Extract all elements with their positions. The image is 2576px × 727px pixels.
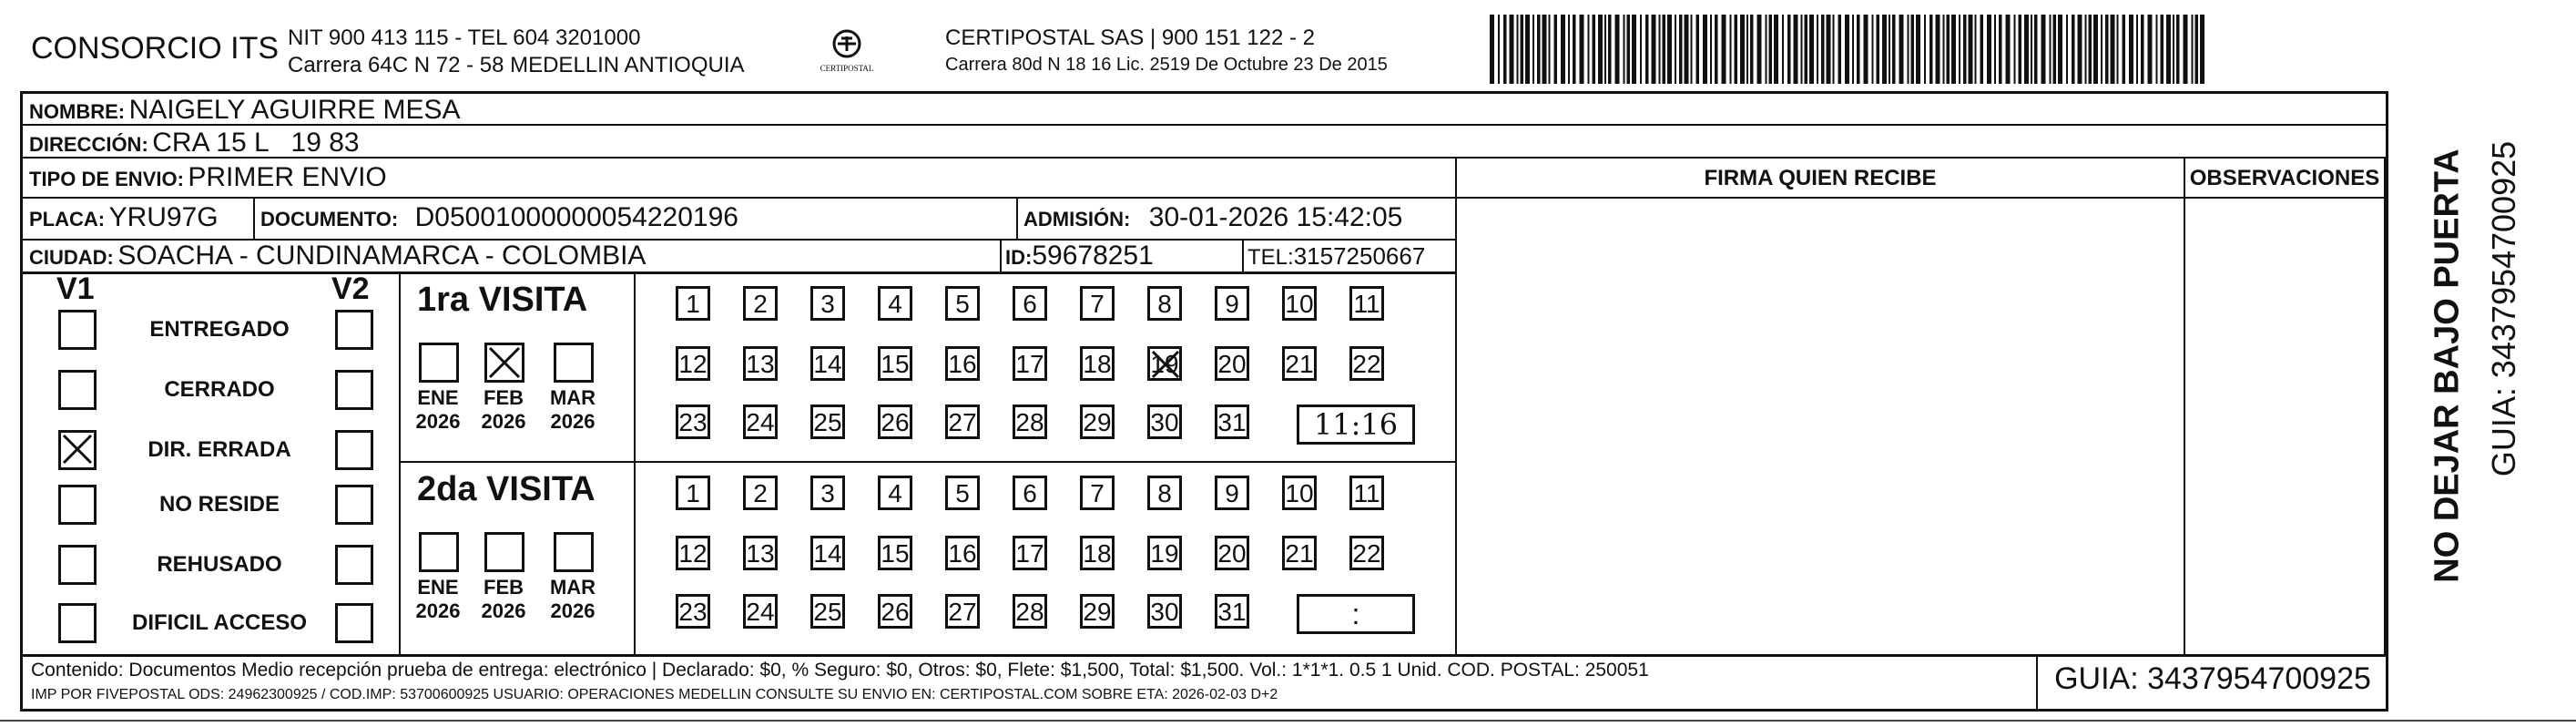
- barcode-bar: [1503, 15, 1507, 84]
- day-box[interactable]: 14: [810, 346, 845, 381]
- day-box[interactable]: 11: [1349, 476, 1384, 510]
- company-nit: NIT 900 413 115 - TEL 604 3201000: [288, 26, 641, 50]
- month-year: 2026: [415, 410, 461, 433]
- barcode-bar: [1580, 15, 1584, 84]
- visit-time[interactable]: :: [1297, 594, 1415, 634]
- barcode-bar: [2034, 15, 2038, 84]
- barcode-bar: [2024, 15, 2029, 84]
- v1-checkbox[interactable]: [58, 545, 97, 585]
- barcode-bar: [1994, 15, 1996, 84]
- day-box[interactable]: 5: [945, 476, 980, 510]
- day-box[interactable]: 1: [676, 286, 710, 321]
- barcode-bar: [2123, 15, 2126, 84]
- barcode-bar: [2058, 15, 2062, 84]
- v2-checkbox[interactable]: [335, 430, 373, 470]
- status-label: DIR. ERRADA: [148, 437, 291, 462]
- day-box[interactable]: 9: [1215, 286, 1249, 321]
- firma-area[interactable]: [1459, 200, 2182, 654]
- tipo-value: PRIMER ENVIO: [188, 162, 387, 192]
- barcode-bar: [2066, 15, 2068, 84]
- barcode-bar: [1627, 15, 1631, 84]
- admision-cell: [1023, 202, 1402, 233]
- day-box[interactable]: 12: [676, 346, 710, 381]
- day-box[interactable]: 8: [1147, 286, 1182, 321]
- barcode-bar: [1943, 15, 1945, 84]
- id-label: ID:: [1005, 246, 1033, 269]
- ciudad-label: CIUDAD:: [29, 246, 114, 269]
- nombre-label: NOMBRE:: [29, 100, 126, 123]
- barcode-bar: [1554, 15, 1558, 84]
- barcode-bar: [1604, 15, 1606, 84]
- barcode-bar: [2006, 15, 2011, 84]
- placa-value: YRU97G: [108, 202, 219, 232]
- barcode-bar: [1679, 15, 1683, 84]
- day-box[interactable]: 7: [1080, 286, 1115, 321]
- day-box[interactable]: 23: [676, 404, 710, 439]
- day-box[interactable]: 18: [1080, 346, 1115, 381]
- barcode-bar: [1598, 15, 1603, 84]
- barcode-bar: [2041, 15, 2046, 84]
- month-checkbox[interactable]: [554, 532, 594, 572]
- barcode-bar: [1710, 15, 1712, 84]
- day-box[interactable]: 10: [1282, 476, 1317, 510]
- status-label: DIFICIL ACCESO: [131, 610, 307, 635]
- day-box[interactable]: 14: [810, 536, 845, 570]
- barcode-bar: [1615, 15, 1620, 84]
- observaciones-label: OBSERVACIONES: [2189, 166, 2380, 190]
- barcode-bar: [2105, 15, 2109, 84]
- month-name: MAR: [549, 576, 596, 599]
- placa-label: PLACA:: [29, 208, 106, 230]
- day-box[interactable]: 22: [1349, 346, 1384, 381]
- month-year: 2026: [550, 410, 596, 433]
- v1-checkbox[interactable]: [58, 370, 97, 410]
- month-name: ENE: [417, 576, 459, 599]
- month-name: MAR: [549, 386, 596, 409]
- barcode-bar: [1817, 15, 1818, 84]
- barcode-bar: [1969, 15, 1973, 84]
- barcode-bar: [1929, 15, 1933, 84]
- barcode-bar: [2053, 15, 2057, 84]
- documento-value: D05001000000054220196: [414, 202, 738, 232]
- day-box[interactable]: 6: [1013, 476, 1047, 510]
- courier-name: CERTIPOSTAL SAS | 900 151 122 - 2: [945, 26, 1315, 50]
- barcode-bar: [1963, 15, 1967, 84]
- visit-title: 1ra VISITA: [417, 281, 588, 319]
- barcode-bar: [2117, 15, 2119, 84]
- day-box[interactable]: 2: [743, 286, 778, 321]
- day-box[interactable]: 29: [1080, 594, 1115, 629]
- barcode-bar: [1532, 15, 1534, 84]
- barcode-bar: [1498, 15, 1500, 84]
- day-box[interactable]: 8: [1147, 476, 1182, 510]
- v1-checkbox[interactable]: [58, 430, 97, 470]
- month-checkbox[interactable]: [484, 343, 524, 383]
- day-box[interactable]: 19: [1147, 346, 1182, 381]
- tipo-row: [29, 162, 387, 193]
- day-box[interactable]: 25: [810, 594, 845, 629]
- barcode-bar: [1769, 15, 1773, 84]
- side-guia-text: GUIA: 3437954700925: [2485, 140, 2522, 477]
- documento-label: DOCUMENTO:: [260, 208, 399, 230]
- nombre-row: [29, 95, 461, 126]
- barcode-bar: [1959, 15, 1960, 84]
- barcode-bar: [2072, 15, 2075, 84]
- barcode-bar: [1696, 15, 1700, 84]
- barcode-bar: [2141, 15, 2144, 84]
- barcode-bar: [1663, 15, 1666, 84]
- barcode-bar: [1794, 15, 1798, 84]
- day-box[interactable]: 6: [1013, 286, 1047, 321]
- barcode-bar: [1947, 15, 1950, 84]
- barcode-bar: [1537, 15, 1541, 84]
- barcode-bar: [1685, 15, 1689, 84]
- day-box[interactable]: 9: [1215, 476, 1249, 510]
- day-box[interactable]: 26: [878, 404, 912, 439]
- barcode-bar: [1652, 15, 1656, 84]
- status-label: CERRADO: [164, 377, 275, 402]
- company-address: Carrera 64C N 72 - 58 MEDELLIN ANTIOQUIA: [288, 53, 745, 77]
- day-box[interactable]: 21: [1282, 536, 1317, 570]
- barcode-bar: [1833, 15, 1835, 84]
- barcode-bar: [1746, 15, 1748, 84]
- barcode-bar: [2050, 15, 2052, 84]
- barcode-bar: [1675, 15, 1676, 84]
- barcode-bar: [1624, 15, 1625, 84]
- barcode-bar: [2161, 15, 2164, 84]
- v1-checkbox[interactable]: [58, 603, 97, 643]
- month-checkbox[interactable]: [419, 532, 459, 572]
- logo-text: CERTIPOSTAL: [820, 64, 874, 73]
- tipo-label: TIPO DE ENVIO:: [29, 168, 184, 190]
- barcode-bar: [1543, 15, 1547, 84]
- id-value: 59678251: [1032, 241, 1154, 271]
- barcode-bar: [1490, 15, 1494, 84]
- barcode-bar: [2085, 15, 2087, 84]
- barcode-bar: [1892, 15, 1896, 84]
- barcode-bar: [1510, 15, 1514, 84]
- barcode-bar: [1877, 15, 1880, 84]
- day-box[interactable]: 27: [945, 594, 980, 629]
- day-box[interactable]: 15: [878, 536, 912, 570]
- status-label: ENTREGADO: [149, 317, 290, 342]
- footer-guia: GUIA: 3437954700925: [2054, 661, 2371, 696]
- day-box[interactable]: 5: [945, 286, 980, 321]
- barcode-bar: [1936, 15, 1940, 84]
- barcode-bar: [1821, 15, 1825, 84]
- side-warning: [2393, 100, 2522, 629]
- v2-checkbox[interactable]: [335, 370, 373, 410]
- barcode-bar: [1980, 15, 1984, 84]
- v2-checkbox[interactable]: [335, 603, 373, 643]
- day-box[interactable]: 16: [945, 536, 980, 570]
- day-box[interactable]: 23: [676, 594, 710, 629]
- company-name: CONSORCIO ITS: [31, 31, 280, 66]
- observaciones-area[interactable]: [2187, 200, 2382, 654]
- day-box[interactable]: 4: [878, 286, 912, 321]
- day-box[interactable]: 17: [1013, 346, 1047, 381]
- day-box[interactable]: 30: [1147, 404, 1182, 439]
- barcode-bar: [1805, 15, 1808, 84]
- v1-label: V1: [56, 271, 95, 306]
- admision-label: ADMISIÓN:: [1023, 208, 1131, 230]
- status-label: REHUSADO: [157, 552, 282, 577]
- documento-cell: [260, 202, 738, 233]
- no-dejar-text: NO DEJAR BAJO PUERTA: [2428, 148, 2467, 583]
- barcode-bar: [1588, 15, 1590, 84]
- barcode-bar: [1561, 15, 1565, 84]
- barcode-bar: [2093, 15, 2098, 84]
- barcode-bar: [2166, 15, 2171, 84]
- barcode-bar: [2148, 15, 2153, 84]
- day-box[interactable]: 3: [810, 286, 845, 321]
- barcode-bar: [1517, 15, 1519, 84]
- day-box[interactable]: 25: [810, 404, 845, 439]
- barcode-bar: [1667, 15, 1672, 84]
- barcode-bar: [1608, 15, 1612, 84]
- day-box[interactable]: 20: [1215, 346, 1249, 381]
- barcode-bar: [1573, 15, 1576, 84]
- barcode-bar: [1951, 15, 1956, 84]
- day-box[interactable]: 13: [743, 536, 778, 570]
- month-year: 2026: [550, 599, 596, 622]
- barcode-bar: [1987, 15, 1991, 84]
- barcode-bar: [1593, 15, 1596, 84]
- barcode-bar: [1750, 15, 1754, 84]
- day-box[interactable]: 19: [1147, 536, 1182, 570]
- barcode-bar: [2136, 15, 2138, 84]
- visit-title: 2da VISITA: [417, 470, 596, 508]
- imp-text: IMP POR FIVEPOSTAL ODS: 24962300925 / COD.IMP: 53700600925 USUARIO: OPERACIONES MEDELLIN CONSULTE SU ENVIO EN: CERTIPOSTAL.COM SOBRE ETA: 2026-02-03 D+2: [31, 687, 1278, 702]
- barcode-bar: [1975, 15, 1977, 84]
- barcode-bar: [2156, 15, 2158, 84]
- month-checkbox[interactable]: [554, 343, 594, 383]
- barcode-bar: [1809, 15, 1814, 84]
- day-box[interactable]: 10: [1282, 286, 1317, 321]
- barcode-bar: [1911, 15, 1915, 84]
- tel-label: TEL:: [1247, 245, 1294, 270]
- month-checkbox[interactable]: [484, 532, 524, 572]
- day-box[interactable]: 22: [1349, 536, 1384, 570]
- barcode-bar: [2089, 15, 2092, 84]
- barcode: [1490, 15, 2209, 84]
- barcode-bar: [1999, 15, 2002, 84]
- barcode-bar: [1852, 15, 1854, 84]
- day-box[interactable]: 21: [1282, 346, 1317, 381]
- barcode-bar: [1521, 15, 1524, 84]
- barcode-bar: [1827, 15, 1831, 84]
- firma-label: FIRMA QUIEN RECIBE: [1704, 166, 1937, 190]
- barcode-bar: [2176, 15, 2180, 84]
- barcode-bar: [1757, 15, 1762, 84]
- barcode-bar: [1640, 15, 1642, 84]
- barcode-bar: [1872, 15, 1874, 84]
- id-cell: [1005, 241, 1154, 271]
- barcode-bar: [1632, 15, 1636, 84]
- barcode-bar: [2031, 15, 2032, 84]
- direccion-label: DIRECCIÓN:: [29, 133, 148, 156]
- barcode-bar: [1549, 15, 1551, 84]
- day-box[interactable]: 17: [1013, 536, 1047, 570]
- barcode-bar: [2192, 15, 2194, 84]
- ciudad-cell: [29, 241, 646, 271]
- barcode-bar: [1857, 15, 1860, 84]
- day-box[interactable]: 27: [945, 404, 980, 439]
- barcode-bar: [1740, 15, 1745, 84]
- barcode-bar: [1735, 15, 1738, 84]
- barcode-bar: [1908, 15, 1909, 84]
- month-name: ENE: [417, 386, 459, 409]
- barcode-bar: [2129, 15, 2133, 84]
- barcode-bar: [1722, 15, 1726, 84]
- day-box[interactable]: 12: [676, 536, 710, 570]
- barcode-bar: [1889, 15, 1890, 84]
- barcode-bar: [2111, 15, 2115, 84]
- month-year: 2026: [415, 599, 461, 622]
- day-box[interactable]: 3: [810, 476, 845, 510]
- day-box[interactable]: 28: [1013, 594, 1047, 629]
- month-checkbox[interactable]: [419, 343, 459, 383]
- day-box[interactable]: 1: [676, 476, 710, 510]
- v1-checkbox[interactable]: [58, 485, 97, 525]
- ciudad-value: SOACHA - CUNDINAMARCA - COLOMBIA: [117, 241, 647, 271]
- v2-checkbox[interactable]: [335, 545, 373, 585]
- barcode-bar: [1845, 15, 1849, 84]
- day-box[interactable]: 11: [1349, 286, 1384, 321]
- barcode-bar: [1924, 15, 1926, 84]
- v1-checkbox[interactable]: [58, 310, 97, 350]
- barcode-bar: [1864, 15, 1868, 84]
- direccion-value: CRA 15 L 19 83: [152, 128, 360, 158]
- barcode-bar: [1774, 15, 1778, 84]
- placa-cell: [29, 202, 219, 233]
- barcode-bar: [1882, 15, 1887, 84]
- day-box[interactable]: 26: [878, 594, 912, 629]
- barcode-bar: [1568, 15, 1570, 84]
- month-year: 2026: [481, 410, 526, 433]
- barcode-bar: [1730, 15, 1732, 84]
- contenido-text: Contenido: Documentos Medio recepción prueba de entrega: electrónico | Declarado: $0, % Seguro: $0, Otros: $0, Flete: $1,500, Total: $1,500. Vol.: 1*1*1. 0.5 1 Unid. COD. POSTAL: 250051: [31, 660, 1649, 681]
- day-box[interactable]: 18: [1080, 536, 1115, 570]
- tel-cell: [1247, 242, 1425, 271]
- barcode-bar: [2184, 15, 2188, 84]
- barcode-bar: [1916, 15, 1920, 84]
- barcode-bar: [1525, 15, 1530, 84]
- barcode-bar: [1766, 15, 1767, 84]
- barcode-bar: [1838, 15, 1842, 84]
- barcode-bar: [2101, 15, 2103, 84]
- day-box[interactable]: 30: [1147, 594, 1182, 629]
- day-box[interactable]: 31: [1215, 404, 1249, 439]
- barcode-bar: [2014, 15, 2016, 84]
- barcode-bar: [1899, 15, 1904, 84]
- v2-checkbox[interactable]: [335, 310, 373, 350]
- certipostal-logo: [810, 24, 883, 84]
- v2-checkbox[interactable]: [335, 485, 373, 525]
- month-name: FEB: [484, 576, 524, 599]
- day-box[interactable]: 15: [878, 346, 912, 381]
- nombre-value: NAIGELY AGUIRRE MESA: [128, 95, 461, 125]
- barcode-bar: [1703, 15, 1707, 84]
- barcode-bar: [2200, 15, 2204, 84]
- barcode-bar: [2195, 15, 2199, 84]
- day-box[interactable]: 24: [743, 594, 778, 629]
- day-box[interactable]: 7: [1080, 476, 1115, 510]
- month-year: 2026: [481, 599, 526, 622]
- day-box[interactable]: 16: [945, 346, 980, 381]
- day-box[interactable]: 20: [1215, 536, 1249, 570]
- barcode-bar: [1659, 15, 1661, 84]
- month-name: FEB: [484, 386, 524, 409]
- courier-address: Carrera 80d N 18 16 Lic. 2519 De Octubre 23 De 2015: [945, 55, 1388, 75]
- tel-value: 3157250667: [1293, 242, 1426, 270]
- v2-label: V2: [331, 271, 370, 306]
- barcode-bar: [1782, 15, 1784, 84]
- barcode-bar: [2019, 15, 2022, 84]
- day-box[interactable]: 24: [743, 404, 778, 439]
- barcode-bar: [1645, 15, 1649, 84]
- status-label: NO RESIDE: [158, 492, 280, 517]
- day-box[interactable]: 2: [743, 476, 778, 510]
- admision-value: 30-01-2026 15:42:05: [1148, 202, 1403, 232]
- barcode-bar: [2173, 15, 2174, 84]
- day-box[interactable]: 31: [1215, 594, 1249, 629]
- day-box[interactable]: 13: [743, 346, 778, 381]
- barcode-bar: [1801, 15, 1803, 84]
- day-box[interactable]: 4: [878, 476, 912, 510]
- day-box[interactable]: 29: [1080, 404, 1115, 439]
- direccion-row: [29, 128, 360, 159]
- barcode-bar: [1715, 15, 1718, 84]
- barcode-bar: [2078, 15, 2082, 84]
- barcode-bar: [1691, 15, 1693, 84]
- visit-time[interactable]: 11:16: [1297, 404, 1415, 445]
- barcode-bar: [1787, 15, 1791, 84]
- day-box[interactable]: 28: [1013, 404, 1047, 439]
